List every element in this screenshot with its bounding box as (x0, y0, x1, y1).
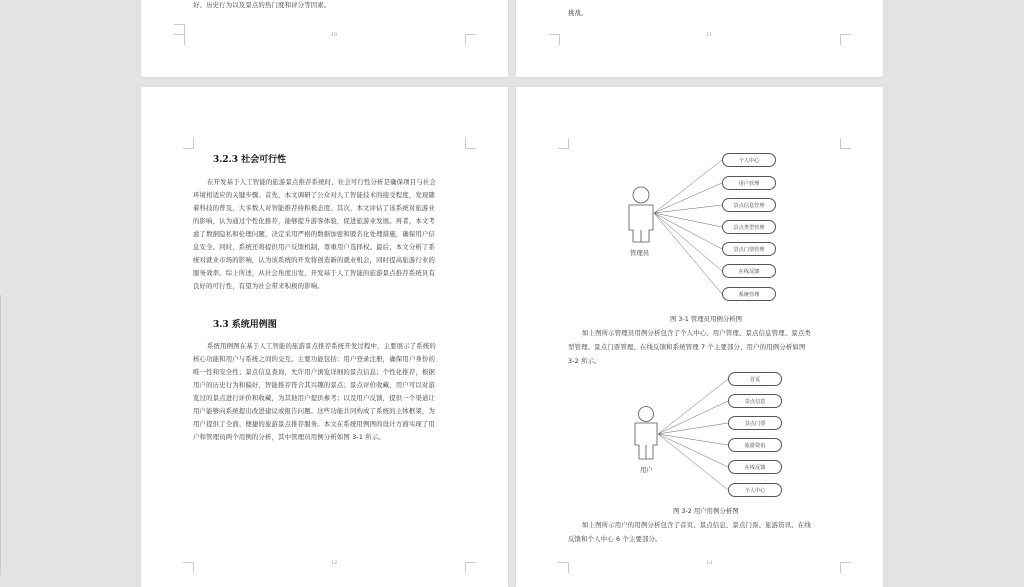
page-10-text-line: 好、历史行为以及景点的热门度和评分等因素。 (193, 1, 331, 9)
use-case-online-feedback: 在线反馈 (728, 460, 782, 474)
paragraph-line: 览过的景点进行评价和收藏，为其他用户提供参考；以及用户反馈，提供一个渠道让 (193, 394, 436, 402)
paragraph-line: 虑了数据隐私和伦理问题，决定采用严格的数据加密和匿名化处理措施，确保用户信 (193, 230, 436, 238)
page-13 (516, 87, 883, 587)
figure-caption-3-1: 图 3-1 管理员用例分析图 (670, 315, 743, 323)
paragraph-line: 反馈和个人中心 6 个主要部分。 (568, 535, 662, 543)
paragraph-line: 服务效率。综上所述，从社会角度出发，开发基于人工智能的旅游景点推荐系统具有 (193, 269, 436, 277)
page-11-text-line: 挑战。 (568, 9, 588, 17)
use-case-personal-center: 个人中心 (722, 153, 776, 167)
use-case-attraction-tickets: 景点门票 (728, 416, 782, 430)
use-case-online-feedback: 在线反馈 (722, 264, 776, 278)
paragraph-line: 户和管理员两个用例的分析，其中管理员用例分析如图 3-1 所示。 (193, 433, 385, 441)
paragraph-line: 环境相适应的关键步骤。首先，本文调研了公众对人工智能技术的接受程度，发现随 (193, 191, 436, 199)
paragraph-line: 着科技的普及，大多数人对智能推荐持积极态度。其次，本文评估了该系统对旅游业 (193, 204, 436, 212)
corner-mark (465, 562, 476, 573)
paragraph-line: 如上图所示管理员用例分析包含了个人中心、用户管理、景点信息管理、景点类 (582, 329, 811, 337)
corner-mark (840, 34, 851, 45)
paragraph-line: 统对就业市场的影响，认为该系统的开发将创造新的就业机会，同时提高旅游行业的 (193, 256, 436, 264)
paragraph-line: 息安全。同时，系统还将提供用户反馈机制，尊重用户选择权。最后，本文分析了系 (193, 243, 436, 251)
paragraph-line: 如上图所示用户的用例分析包含了首页、景点信息、景点门票、旅游资讯、在线 (582, 521, 811, 529)
figure-3-2-user-use-case (516, 87, 883, 507)
page-11 (516, 0, 883, 77)
use-case-home: 首页 (728, 372, 782, 386)
corner-mark (183, 562, 194, 573)
section-heading-3-3: 3.3 系统用例图 (213, 320, 277, 330)
paragraph-line: 用户能够向系统提出改进建议或报告问题。这些功能共同构成了系统的主体框架，为 (193, 407, 436, 415)
paragraph-line: 用户提供了全面、便捷的旅游景点推荐服务。本文在系统用例图的设计方面实现了用 (193, 420, 436, 428)
use-case-attraction-type-management: 景点类型管理 (722, 220, 776, 234)
figure-caption-3-2: 图 3-2 用户用例分析图 (673, 507, 739, 515)
use-case-personal-center: 个人中心 (728, 483, 782, 497)
paragraph-line: 在开发基于人工智能的旅游景点推荐系统时，社会可行性分析是确保项目与社会 (207, 178, 436, 186)
page-number: 12 (331, 560, 338, 566)
corner-mark (183, 138, 194, 149)
use-case-attraction-info-management: 景点信息管理 (722, 198, 776, 212)
use-case-user-management: 用户管理 (722, 176, 776, 190)
use-case-ticket-management: 景点门票管理 (722, 242, 776, 256)
section-heading-3-2-3: 3.2.3 社会可行性 (213, 155, 287, 165)
paragraph-line: 核心功能和用户与系统之间的交互。主要功能包括：用户登录注册，确保用户身份的 (193, 355, 436, 363)
corner-mark (549, 34, 560, 45)
corner-mark (174, 34, 185, 45)
actor-label-admin: 管理员 (630, 249, 650, 257)
viewer-left-edge (0, 295, 1, 575)
corner-mark (465, 138, 476, 149)
use-case-travel-news: 旅游资讯 (728, 438, 782, 452)
use-case-system-management: 系统管理 (722, 287, 776, 301)
paragraph-line: 良好的可行性，有望为社会带来积极的影响。 (193, 282, 324, 290)
page-number: 13 (706, 560, 713, 566)
paragraph-line: 3-2 所示。 (568, 357, 601, 365)
paragraph-line: 型管理、景点门票管理、在线反馈和系统管理 7 个主要部分，用户的用例分析如图 (568, 343, 806, 351)
paragraph-line: 用户的历史行为和偏好，智能推荐符合其兴趣的景点；景点评价收藏，用户可以对游 (193, 381, 436, 389)
corner-mark (465, 34, 476, 45)
actor-label-user: 用户 (640, 466, 653, 474)
corner-mark (840, 562, 851, 573)
paragraph-line: 的影响，认为通过个性化推荐，能够提升游客体验，促进旅游业发展。再者，本文考 (193, 217, 436, 225)
actor-icon (516, 87, 883, 507)
page-number: 10 (331, 32, 338, 38)
paragraph-line: 唯一性和安全性；景点信息查询，允许用户浏览详细的景点信息；个性化推荐，根据 (193, 368, 436, 376)
corner-mark (558, 562, 569, 573)
page-12 (141, 87, 508, 587)
page-10 (141, 0, 508, 77)
page-number: 11 (706, 32, 713, 38)
use-case-attraction-info: 景点信息 (728, 394, 782, 408)
paragraph-line: 系统用例图在基于人工智能的旅游景点推荐系统开发过程中，主要展示了系统的 (207, 342, 436, 350)
